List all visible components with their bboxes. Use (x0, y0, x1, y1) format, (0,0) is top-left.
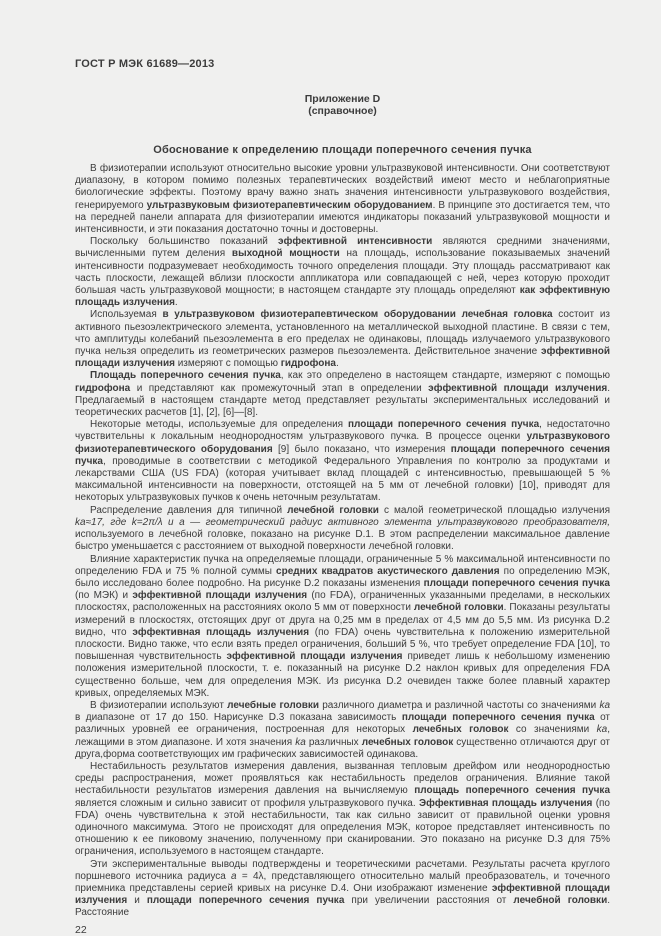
text-run: . Расстояние (75, 895, 610, 919)
text-run: (по МЭК) и (75, 590, 133, 602)
paragraph (75, 309, 610, 370)
bold-text-run: эффективной площади излучения (75, 346, 610, 370)
bold-text-run: гидрофона (280, 358, 336, 370)
paragraph (75, 236, 610, 309)
bold-text-run: ультразвукового физиотерапевтического оборудования (75, 431, 610, 455)
italic-text-run: a (231, 870, 237, 882)
text-run: являются средними значениями, вычисленными путем деления (75, 236, 611, 260)
text-run: В физиотерапии используют относительно высокие уровни ультразвуковой интенсивности. Они соответствуют диапазону, в котором помимо полезных терапевтических воздействий имеют место и неблагоприятные биологические эффекты. Поэтому врачу важно знать значения интенсивности ультразвукового воздействия, генерируемого (75, 163, 610, 211)
text-run: от различных уровней ее ограничения, построенная для некоторых (75, 712, 611, 736)
text-run: при увеличении расстояния от (344, 895, 514, 907)
bold-text-run: площади поперечного сечения пучка (75, 443, 610, 467)
bold-text-run: как эффективную площадь излучения (75, 285, 610, 309)
bold-text-run: площади поперечного сечения пучка (348, 419, 540, 431)
paragraph (75, 370, 610, 419)
bold-text-run: эффективной интенсивности (278, 236, 433, 248)
italic-text-run: ka (599, 699, 610, 711)
text-run: Некоторые методы, используемые для определения (90, 419, 348, 431)
text-run: Нестабильность результатов измерения давления, вызванная тепловым дрейфом или неоднородностью среды распространения, может проявляться как нестабильность пределов ограничения. Влияние такой нестабильности результатов измерения давления на вычисляемую (75, 760, 610, 797)
text-run: , недостаточно чувствительны к локальным неоднородностям ультразвукового пучка. В процессе оценки (75, 419, 610, 443)
document-body (75, 163, 610, 920)
text-run: . (174, 297, 178, 309)
text-run: Эти экспериментальные выводы подтверждены и теоретическими расчетами. Результаты расчета круглого поршневого источника радиуса (75, 858, 610, 882)
text-run: , проводимые в соответствии с методикой Федерального Управления по контролю за продуктами и лекарствами США (US FDA) (которая учитывает вклад площадей с интенсивностью, превышающей 5 % максимальной интенсивности на поверхности, отстоящей на 5 мм от лечебной головки) [10], приводят для некоторых ультразвуковых пучков к очень неточным результатам. (75, 455, 610, 504)
annex-label: Приложение D (304, 93, 381, 105)
italic-text-run: ka≈17, где k=2π/λ и a — геометрический радиус активного элемента ультразвукового преобразователя, (75, 516, 610, 528)
paragraph (75, 859, 610, 920)
bold-text-run: в ультразвуковом физиотерапевтическом оборудовании лечебная головка (162, 309, 553, 321)
text-run: является сложным и сильно зависит от профиля ультразвукового пучка. (75, 797, 419, 809)
text-run: используемого в лечебной головке, показано на рисунке D.1. В этом распределении максимальное давление быстро уменьшается с расстоянием от выходной поверхности лечебной головки. (75, 529, 610, 553)
annex-type: (справочное) (308, 105, 377, 117)
text-run: на площадь, использование показываемых значений интенсивности подразумевает необходимость точного определения площади. Эту площадь рассматривают как часть плоскости, лежащей вблизи плоскости аппликатора или совпадающей с ней, через которую проходит большая часть ультразвуковой мощности; в настоящем стандарте эту площадь определяют (75, 248, 610, 297)
italic-text-run: ka (596, 724, 608, 736)
paragraph (75, 163, 610, 236)
bold-text-run: площади поперечного сечения пучка (401, 712, 595, 724)
text-run: . Предлагаемый в настоящем стандарте метод представляет результаты экспериментальных исследований и теоретических расчетов [1], [2], [6]—[8]. (75, 382, 610, 419)
bold-text-run: эффективной площади излучения (226, 651, 403, 663)
bold-text-run: эффективной площади излучения (132, 590, 308, 602)
paragraph (75, 554, 610, 700)
text-run: состоит из активного пьезоэлектрического элемента, установленного на металлической выходной пластине. В связи с тем, что амплитуды колебаний пьезоэлемента в его пределах не одинаковы, площадь излучаемого ультразвукового пучка нельзя определить из геометрических размеров пьезоэлемента. Действительное значение (75, 309, 610, 358)
text-run: Поскольку большинство показаний (90, 236, 279, 248)
text-run: (по FDA) очень чувствительна к положению измерительной плоскости. Видно также, что если взять предел ограничения, больший 5 %, что требует определение FDA [10], то повышенная чувствительность (75, 626, 610, 663)
paragraph (75, 700, 610, 761)
text-run: приведет лишь к небольшому изменению положения измерительной плоскости, т. е. показанный на рисунке D.2 наклон кривых для определения FDA существенно больше, чем для определения МЭК. Из рисунка D.2 очевиден также более плавный характер кривых, определяемых МЭК. (75, 651, 610, 699)
text-run: измеряют с помощью (174, 358, 281, 370)
italic-text-run: ka (295, 736, 306, 748)
text-run: В физиотерапии используют (90, 699, 228, 711)
bold-text-run: лечебные головки (227, 699, 319, 711)
text-run: Влияние характеристик пучка на определяемые площади, ограниченные 5 % максимальной интенсивности по определению FDA и 75 % полной суммы (75, 553, 610, 577)
page-number: 22 (75, 923, 87, 936)
bold-text-run: лечебных головок (412, 724, 509, 736)
bold-text-run: площади поперечного сечения пучка (146, 895, 345, 907)
bold-text-run: выходной мощности (231, 248, 340, 260)
paragraph (75, 419, 610, 504)
paragraph (75, 505, 610, 554)
annex-heading (75, 93, 610, 117)
bold-text-run: эффективной площади излучения (428, 382, 608, 394)
bold-text-run: площадь поперечного сечения пучка (414, 785, 611, 797)
text-run: = 4λ, представляющего относительно малый преобразователь, и точечного приемника представлены серией кривых на рисунке D.4. Они изображают изменение (75, 870, 611, 894)
text-run: . Показаны результаты измерений в плоскостях, отстоящих друг от друга на 0,25 мм в пределах от 4,5 мм до 5,5 мм. Из рисунка D.2 видно, что (75, 602, 611, 638)
text-run: по определению МЭК, было исследовано более подробно. На рисунке D.2 показаны изменения (75, 565, 610, 589)
text-run: (по FDA), ограниченных указанными пределами, в нескольких плоскостях, расположенных на расстояниях около 5 мм от поверхности (75, 590, 610, 614)
bold-text-run: лечебных головок (361, 736, 454, 748)
standard-number: ГОСТ Р МЭК 61689—2013 (75, 58, 215, 70)
bold-text-run: эффективная площадь излучения (132, 626, 310, 638)
text-run: и представляют как промежуточный этап в определении (130, 382, 429, 394)
bold-text-run: гидрофона (75, 382, 131, 394)
text-run: существенно отличаются друг от друга,форма соответствующих им графических зависимостей одинакова. (75, 736, 610, 760)
text-run: со значениями (508, 724, 597, 736)
text-run: (по FDA) очень чувствительна к этой нестабильности, так как сильно зависит от правильной оценки уровня одиночного максимума. Этого не происходят для определения МЭК, которое представляет интенсивность по отношению к ее пиковому значению, полученному при сканировании. Это показано на рисунке D.3 для 75% ограничения, используемого в настоящем стандарте. (75, 797, 610, 858)
text-run: с малой геометрической площадью излучения (378, 504, 610, 516)
bold-text-run: площади поперечного сечения пучка (423, 577, 610, 589)
bold-text-run: средних квадратов акустического давления (276, 565, 500, 577)
text-run: , лежащими в этом диапазоне. И хотя значения (75, 724, 611, 748)
paragraph (75, 761, 610, 859)
text-run: , как это определено в настоящем стандарте, измеряют с помощью (280, 370, 610, 382)
text-run: . В принципе это достигается тем, что на передней панели аппарата для физиотерапии имеются индикаторы показаний ультразвуковой мощности и интенсивности, и эти показания достаточно точны и достоверны. (75, 199, 610, 236)
section-title: Обоснование к определению площади поперечного сечения пучка (153, 144, 532, 156)
text-run: различного диаметра и различной частоты со значениями (319, 699, 600, 711)
bold-text-run: лечебной головки (287, 504, 379, 516)
text-run: и (127, 895, 147, 907)
bold-text-run: лечебной головки (513, 895, 608, 907)
bold-text-run: Площадь поперечного сечения пучка (90, 370, 281, 382)
text-run: различных (305, 736, 362, 748)
text-run: в диапазоне от 17 до 150. Нарисунке D.3 показана зависимость (75, 712, 402, 724)
bold-text-run: ультразвуковым физиотерапевтическим оборудованием (146, 199, 433, 211)
bold-text-run: Эффективная площадь излучения (418, 797, 593, 809)
text-run: Распределение давления для типичной (90, 504, 288, 516)
text-run: . (335, 358, 339, 370)
text-run: [9] было показано, что измерения (272, 443, 451, 455)
text-run: Используемая (90, 309, 163, 321)
bold-text-run: эффективной площади излучения (75, 882, 610, 907)
bold-text-run: лечебной головки (413, 602, 504, 614)
